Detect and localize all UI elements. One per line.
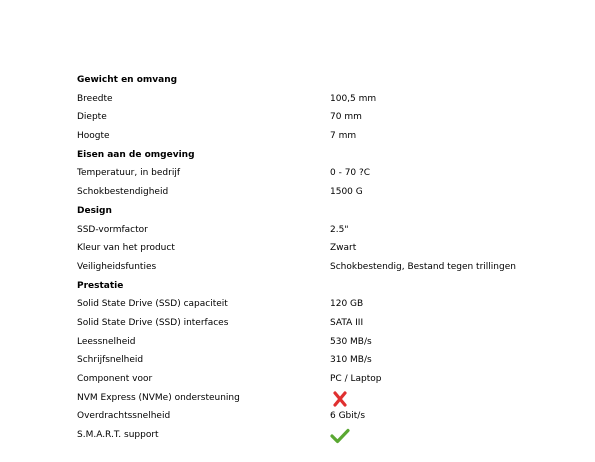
spec-value: 530 MB/s [330,336,372,347]
spec-value: Zwart [330,243,357,254]
spec-label: Leessnelheid [77,336,136,347]
red-cross-icon [330,391,350,407]
section-heading-design [77,202,577,221]
spec-row-ssd-interfaces [77,314,577,333]
spec-label: Overdrachtssnelheid [77,411,171,422]
spec-row-ssd-capaciteit [77,295,577,314]
spec-row-leessnelheid [77,333,577,352]
spec-row-temperatuur [77,164,577,183]
spec-row-kleur [77,239,577,258]
spec-label: Solid State Drive (SSD) interfaces [77,317,229,328]
section-heading-eisen-aan-de-omgeving [77,146,577,165]
spec-row-ssd-vormfactor [77,221,577,240]
spec-value: 120 GB [330,299,364,310]
spec-value: PC / Laptop [330,374,382,384]
spec-row-hoogte [77,127,577,146]
section-title: Eisen aan de omgeving [77,149,195,160]
spec-value: 310 MB/s [330,355,372,366]
spec-value: SATA III [330,317,364,328]
spec-row-diepte [77,108,577,127]
spec-label: Schrijfsnelheid [77,355,144,366]
spec-row-component-voor [77,370,577,389]
spec-label: Kleur van het product [77,243,175,254]
section-title: Design [77,205,112,216]
spec-value: Schokbestendig, Bestand tegen trillingen [330,261,516,272]
spec-label: Component voor [77,374,153,384]
spec-row-schrijfsnelheid [77,351,577,370]
spec-value: 100,5 mm [330,93,377,104]
spec-row-breedte [77,90,577,109]
spec-value: 0 - 70 ?C [330,168,371,179]
green-check-icon [330,428,350,444]
specifications-table [77,71,577,445]
spec-label: S.M.A.R.T. support [77,430,159,441]
spec-value: 6 Gbit/s [330,411,366,422]
spec-row-nvme-ondersteuning [77,389,577,408]
spec-value: 70 mm [330,112,362,123]
spec-label: Solid State Drive (SSD) capaciteit [77,299,228,310]
spec-label: SSD-vormfactor [77,224,148,235]
spec-label: NVM Express (NVMe) ondersteuning [77,392,240,403]
spec-label: Temperatuur, in bedrijf [77,168,180,179]
spec-label: Breedte [77,93,113,104]
section-heading-prestatie [77,277,577,296]
spec-label: Hoogte [77,131,110,142]
section-title: Gewicht en omvang [77,75,178,85]
spec-row-overdrachtssnelheid [77,407,577,426]
spec-row-schokbestendigheid [77,183,577,202]
spec-label: Diepte [77,112,107,123]
spec-label: Schokbestendigheid [77,187,169,198]
section-title: Prestatie [77,280,124,291]
spec-value: 7 mm [330,131,357,142]
spec-label: Veiligheidsfunties [77,261,157,272]
spec-row-smart-support [77,426,577,445]
spec-value: 1500 G [330,187,363,198]
section-heading-gewicht-en-omvang [77,71,577,90]
spec-row-veiligheidsfunties [77,258,577,277]
spec-value: 2.5" [330,224,349,235]
